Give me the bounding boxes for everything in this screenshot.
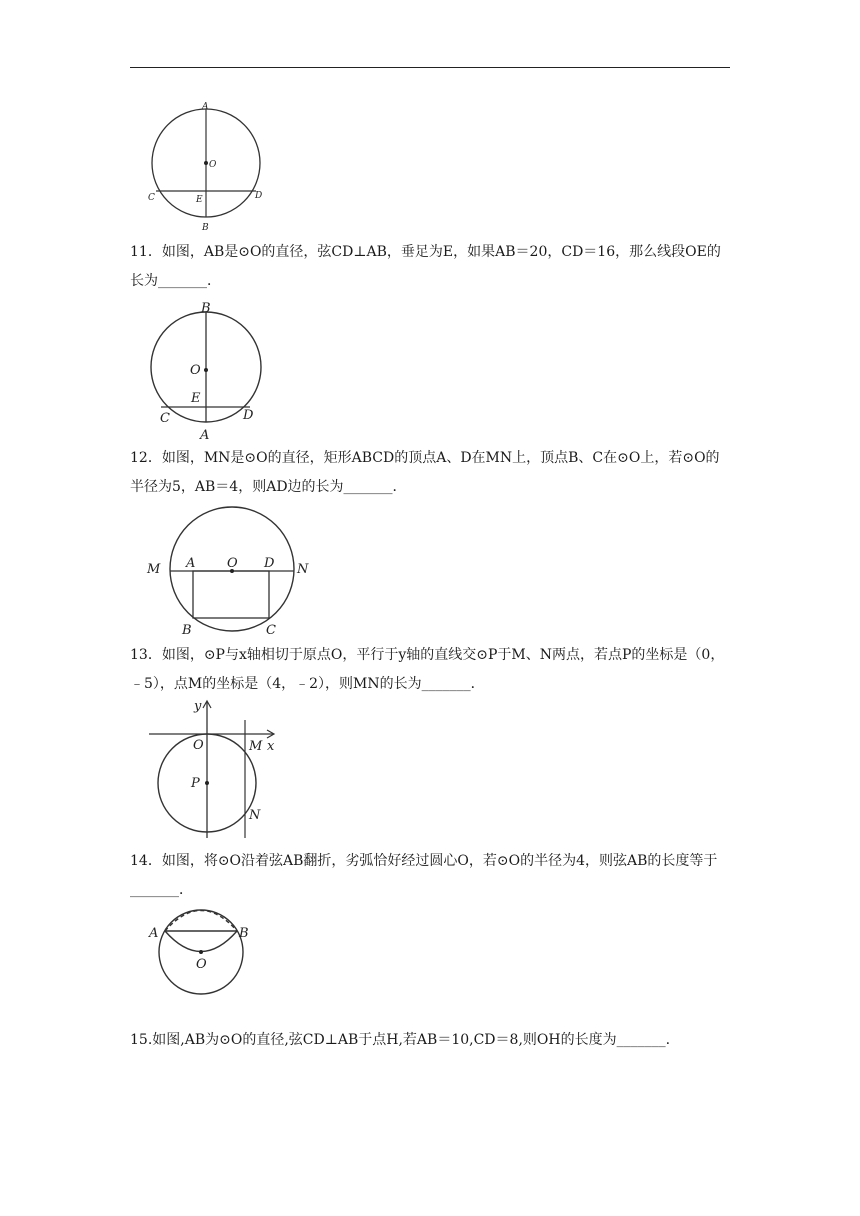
- question-15: [130, 1026, 732, 1055]
- label-x: x: [267, 739, 275, 754]
- label-o: O: [196, 957, 207, 972]
- question-12: [130, 444, 732, 502]
- question-text: 如图，将⊙O沿着弦AB翻折，劣弧恰好经过圆心O，若⊙O的半径为4，则弦AB的长度等于_______．: [130, 853, 718, 898]
- figure-top-circle: [140, 100, 270, 235]
- question-text: 如图，AB是⊙O的直径，弦CD⊥AB，垂足为E，如果AB＝20，CD＝16，那么线段OE的长为_______．: [130, 244, 721, 289]
- label-b: B: [182, 623, 192, 638]
- question-14: [130, 847, 732, 905]
- label-b: B: [202, 223, 209, 233]
- label-b: B: [239, 926, 249, 941]
- label-e: E: [196, 195, 203, 205]
- label-o: O: [190, 363, 201, 378]
- label-m: M: [147, 562, 161, 577]
- question-number: 12．: [130, 450, 162, 466]
- question-text: 如图,AB为⊙O的直径,弦CD⊥AB于点H,若AB＝10,CD＝8,则OH的长度为_______.: [152, 1032, 671, 1048]
- question-13: [130, 641, 732, 699]
- label-a: A: [149, 926, 159, 941]
- label-y: y: [194, 699, 202, 714]
- label-o: O: [227, 556, 238, 571]
- header-rule: [130, 67, 730, 68]
- label-a: A: [186, 556, 196, 571]
- label-a: A: [200, 428, 210, 443]
- label-d: D: [264, 556, 275, 571]
- figure-q11: [140, 298, 280, 443]
- label-a: A: [202, 102, 209, 112]
- label-m: M: [249, 739, 263, 754]
- label-e: E: [191, 391, 201, 406]
- label-c: C: [266, 623, 276, 638]
- label-d: D: [243, 408, 254, 423]
- question-text: 如图，MN是⊙O的直径，矩形ABCD的顶点A、D在MN上，顶点B、C在⊙O上，若⊙O的半径为5，AB＝4，则AD边的长为_______．: [130, 450, 720, 495]
- figure-q14: [145, 912, 260, 1002]
- label-n: N: [297, 562, 309, 577]
- label-p: P: [191, 776, 200, 791]
- figure-q13: [145, 698, 285, 840]
- question-text: 如图，⊙P与x轴相切于原点O，平行于y轴的直线交⊙P于M、N两点，若点P的坐标是（0，﹣5），点M的坐标是（4，﹣2），则MN的长为_______．: [130, 647, 725, 692]
- label-b: B: [201, 301, 211, 316]
- question-number: 15.: [130, 1032, 153, 1048]
- label-n: N: [249, 808, 261, 823]
- question-number: 14．: [130, 853, 162, 869]
- question-number: 11．: [130, 244, 162, 260]
- question-11: [130, 238, 732, 296]
- label-o: O: [209, 160, 217, 170]
- label-d: D: [255, 191, 263, 201]
- question-number: 13．: [130, 647, 162, 663]
- label-c: C: [148, 193, 155, 203]
- figure-q12: [145, 503, 320, 638]
- label-c: C: [160, 411, 170, 426]
- label-o: O: [193, 738, 204, 753]
